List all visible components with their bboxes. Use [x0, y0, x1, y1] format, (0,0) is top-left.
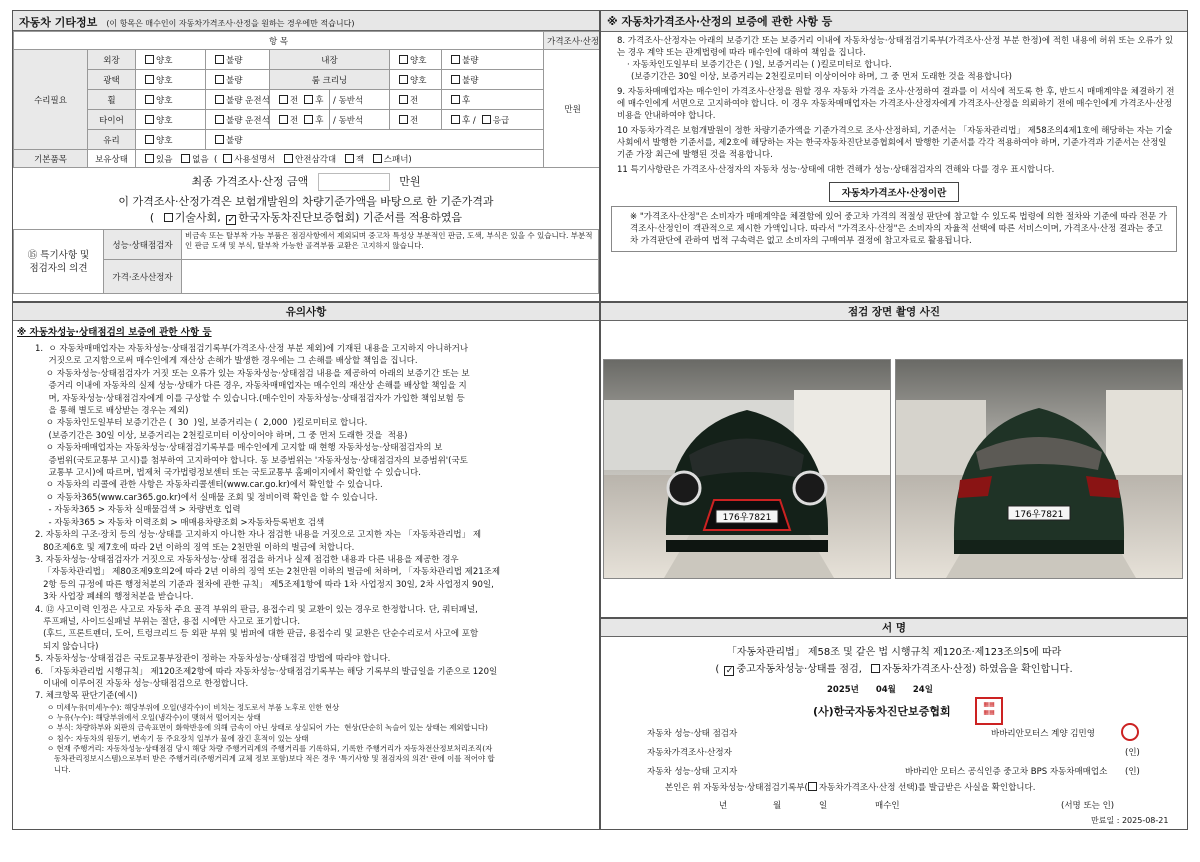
rear-label: 후	[462, 95, 471, 106]
repair-label: 수리필요	[14, 50, 88, 150]
notes-item: ㅇ 자동차성능·상태점검자가 거짓 또는 오류가 있는 자동차성능·상태점검 내용을 제공하여 아래의 보증기간 또는 보	[35, 368, 470, 379]
notes-item: ㅇ 자동차의 리콜에 관한 사항은 자동차리콜센터(www.car.go.kr)에서 확인할 수 있습니다.	[35, 480, 383, 491]
notes-item: 증범위(국토교통부 고시)를 첨부하여 고지하여야 합니다. 동 보증범위는 '자동차성능·상태점검자의 보증범위'(국토	[35, 455, 468, 466]
photo-section	[600, 302, 1188, 618]
hold-state-label: 보유상태	[88, 150, 136, 168]
checkbox[interactable]	[215, 55, 224, 64]
bad-label: 불량	[462, 75, 479, 86]
box-text: ※ "가격조사·산정"은 소비자가 매매계약을 체결함에 있어 중고차 가격의 적절성 판단에 참고할 수 있도록 법령에 의한 절차와 기준에 따라 전문 가격조사·산정인이 객관적으로 제시한 가액입니다. 따라서 "가격조사·산정"은 소비자의 자율적 선택에 따른 서비스이며, 가격조사·산정 결과는 중고차 가격판단에 관하여 법적 구속력은 없고 소비자의 구매여부 결정에 참고자료로 활용됩니다.	[611, 206, 1177, 252]
sign-year: 2025년	[827, 685, 859, 695]
checkbox[interactable]	[451, 115, 460, 124]
notes-item: 5. 자동차성능·상태점검은 국토교통부장관이 정하는 자동차성능·상태점검 방법에 따라야 합니다.	[35, 654, 391, 665]
rear-car-photo	[895, 359, 1183, 579]
basic-label: 기본품목	[14, 150, 88, 168]
sign-line2b: 자동차가격조사·산정) 하였음을 확인합니다.	[882, 664, 1073, 675]
rear-label: 후	[315, 115, 324, 126]
interior-label: 내장	[270, 50, 390, 70]
final-price-label: 최종 가격조사·산정 금액	[191, 175, 309, 188]
buyer-label: 매수인	[875, 801, 900, 811]
good-label: 양호	[156, 55, 173, 66]
seal-stamp: ▦▦ ▦▦	[975, 697, 1003, 725]
bad-label: 불량	[462, 55, 479, 66]
notes-item: (후드, 프론트펜더, 도어, 트렁크리드 등 외판 부위 및 범퍼에 대한 판금, 용접수리 및 교환은 단순수리로서 사고에 포함	[35, 629, 479, 640]
checkbox-checked-icon[interactable]: ✓	[725, 666, 734, 676]
final-price-input[interactable]	[318, 173, 390, 191]
checkbox[interactable]	[451, 95, 460, 104]
front-plate-text: 176우7821	[722, 513, 772, 523]
notes-item: 6. 「자동차관리법 시행규칙」 제120조제2항에 따라 자동차성능·상태점검기록부는 해당 기록부의 발급일을 기준으로 120일	[35, 666, 498, 677]
checkbox[interactable]	[345, 154, 354, 163]
notes-title: ※ 자동차성능·상태점검의 보증에 관한 사항 등	[17, 327, 212, 338]
notes-item: ㅇ 자동차인도일부터 보증기간은 ( 30 )일, 보증거리는 ( 2,000 )킬로미터로 합니다.	[35, 418, 368, 429]
notes-item: - 자동차365 > 자동차 이력조회 > 매매용차량조회 >자동차등록번호 검색	[35, 517, 325, 528]
notes-item: 루프패널, 사이드실패널 부위는 절단, 용접 시에만 사고로 표기합니다.	[35, 616, 301, 627]
notes-sub-item: ㅇ 부식: 차량하부와 외판의 금속표면이 화학반응에 의해 금속이 아닌 상태로 상실되어 가는 현상(단순히 녹슬어 있는 상태는 제외합니다)	[47, 723, 488, 733]
checkbox[interactable]	[145, 95, 154, 104]
good-label: 양호	[410, 75, 427, 86]
notes-sub-item: ㅇ 침수: 자동차의 원동기, 변속기 등 주요장치 일부가 물에 잠긴 흔적이 있는 상태	[47, 733, 309, 743]
bad-label: 불량	[226, 55, 243, 66]
checkbox[interactable]	[284, 154, 293, 163]
bad-label: 불량	[226, 95, 243, 106]
basis-opt1: 기술사회,	[174, 211, 221, 224]
checkbox[interactable]	[304, 95, 313, 104]
notes-item: 되지 않습니다)	[35, 641, 99, 652]
notes-item: (보증기간은 30일 이상, 보증거리는 2천킬로미터 이상이어야 하며, 그 중 먼저 도래한 것을 적용)	[35, 430, 408, 441]
passenger-seat-label: / 동반석	[330, 110, 390, 130]
notes-item: 거짓으로 고지함으로써 매수인에게 재산상 손해가 발생한 경우에는 그 손해를 배상할 책임을 집니다.	[35, 356, 418, 367]
para-9: 9. 자동차매매업자는 매수인이 가격조사·산정을 원할 경우 자동차 가격을 조사·산정하여 결과를 이 서식에 적도록 한 후, 반드시 매매계약을 체결하기 전에 매수인에게 서면으로 고지하여야 합니다. 이 경우 자동차매매업자는 가격조사·산정자에게 가격조사·산정을 의뢰하기 전에 매수인에게 가격조사·산정 비용을 안내하여야 합니다.	[617, 87, 1175, 121]
good-label: 양호	[156, 115, 173, 126]
checkbox[interactable]	[145, 55, 154, 64]
tire-label: 타이어	[88, 110, 136, 130]
checkbox[interactable]	[482, 115, 491, 124]
confirm-text-b: 자동차가격조사·산정 선택)를 발급받은 사실을 확인합니다.	[818, 783, 1036, 793]
checkbox[interactable]	[808, 782, 817, 791]
notes-item: 1. ㅇ 자동차매매업자는 자동차성능·상태점검기록부(가격조사·산정 부분 제외)에 기재된 내용을 고지하지 아니하거나	[35, 344, 469, 354]
good-label: 양호	[410, 55, 427, 66]
notes-item: 80조제6호 및 제7호에 따라 2년 이하의 징역 또는 2천만원 이하의 벌금에 처합니다.	[35, 542, 355, 553]
spanner-label: 스패너	[383, 154, 409, 165]
notifier-value: 바바리안 모터스 공식인증 중고차 BPS 자동차매매업소	[905, 767, 1108, 777]
checkbox[interactable]	[399, 115, 408, 124]
sign-month: 04월	[875, 685, 896, 695]
notes-section	[12, 302, 600, 830]
checkbox[interactable]	[223, 154, 232, 163]
final-price-unit: 만원	[399, 175, 421, 188]
checkbox[interactable]	[279, 115, 288, 124]
signature-section: 서 명 「자동차관리법」 제58조 및 같은 법 시행규칙 제120조·제123조의5에 따라 ( ✓ 중고자동차성능·상태를 점검, 자동차가격조사·산정) 하였음을 확인합니다. 2025년 04월 24일 (사)한국자동차진단보증협회 ▦▦ ▦▦ 자동차 성능·상태 점검자 바바리안모터스 계양 김민영 자동차가격조사·산정자 (인) 자동차 성능·상태 고지자 바바리안 모터스 공식인증 중고차 BPS 자동차매매업소 (인) 본인은 위 자동차성능·상태점검기록부( 자동차가격조사·산정 선택)를 발급받은 사실을 확인합니다. 년 월 일 매수인 (서명 또는 인) 만료일 : 2025-08-21	[600, 618, 1188, 830]
checkbox[interactable]	[399, 55, 408, 64]
notes-item: 「자동차관리법」 제80조제9호의2에 따라 2년 이하의 징역 또는 2천만원 이하의 벌금에 처하며, 「자동차관리법 제21조제	[35, 567, 501, 578]
col-price-header: 가격조사·산정	[544, 32, 600, 50]
date-year-label: 년	[719, 801, 728, 811]
passenger-seat-label: / 동반석	[330, 90, 390, 110]
special-table	[13, 229, 599, 294]
special-label: ⑮ 특기사항 및 점검자의 의견	[14, 230, 104, 294]
box-title: 자동차가격조사·산정이란	[829, 182, 960, 202]
sign-line1: 「자동차관리법」 제58조 및 같은 법 시행규칙 제120조·제123조의5에 따라	[726, 647, 1062, 658]
good-label: 양호	[156, 95, 173, 106]
sign-day: 24일	[912, 685, 933, 695]
checkbox[interactable]	[215, 95, 224, 104]
notes-sub-item: 동차관리정보시스템)으로부터 받은 주행거리(주행거리계 교체 정보 포함)보다 적은 경우 '특기사항 및 점검자의 의견' 란에 이를 적어야 합	[47, 754, 495, 764]
repair-table: 항 목 가격조사·산정 수리필요 외장 양호 불량 내장 양호 불량 만원 광택 양호 불량 룸 크리닝 양호 불량 휠 양호 불량 운전석 전 후 / 동반석 전 후 타이어 양호 불량 운전석 전 후 / 동반석 전 후 / 응급 유리 양호 불량 기본품목 보유상태 있음 없음 ( 사용설명서 안전삼각대 잭 스패너)	[13, 31, 600, 168]
rear-label: 후	[315, 95, 324, 106]
notes-header: 유의사항	[13, 303, 599, 321]
price-inspector-sign-label: 자동차가격조사·산정자	[647, 748, 732, 758]
jack-label: 잭	[355, 154, 365, 165]
checkbox[interactable]	[215, 115, 224, 124]
bad-label: 불량	[226, 135, 243, 146]
checkbox[interactable]	[145, 154, 154, 163]
perf-inspector-label: 성능·상태점검자	[104, 230, 182, 260]
room-clean-label: 룸 크리닝	[270, 70, 390, 90]
driver-seat-label: 운전석	[245, 95, 270, 106]
price-inspector-label: 가격·조사산정자	[104, 260, 182, 294]
checkbox[interactable]	[399, 75, 408, 84]
notes-item: 교통부 고시)에 따르며, 법제처 국가법령정보센터 또는 국토교통부 홈페이지에서 확인할 수 있습니다.	[35, 468, 421, 479]
date-day-label: 일	[819, 801, 828, 811]
notes-item: 며, 자동차성능·상태점검자에게 이를 구상할 수 있습니다.(매수인이 자동차성능·상태점검자가 가입한 책임보험 등	[35, 393, 465, 404]
price-unit: 만원	[544, 50, 600, 168]
notes-sub-item: 니다.	[47, 764, 71, 774]
front-label: 전	[410, 95, 419, 106]
para-11: 11 특기사항란은 가격조사·산정자의 자동차 성능·상태에 대한 견해가 성능·상태점검자의 견해와 다를 경우 표시합니다.	[617, 165, 1055, 175]
driver-seat-label: 운전석	[245, 115, 270, 126]
confirm-text-a: 본인은 위 자동차성능·상태점검기록부(	[665, 783, 808, 793]
para-8: 8. 가격조사·산정자는 아래의 보증기간 또는 보증거리 이내에 자동차성능·상태점검기록부(가격조사·산정 부분 한정)에 적힌 내용에 허위 또는 오류가 있는 경우 계약 또는 관계법령에 따라 매수인에 대하여 책임을 집니다.	[617, 36, 1174, 58]
notes-sub-item: ㅇ 현재 주행거리: 자동차성능·상태점검 당시 해당 차량 주행거리계의 주행거리를 기록하되, 기록한 주행거리가 자동차전산정보처리조직(자	[47, 743, 493, 753]
notes-item: 3. 자동차성능·상태점검자가 거짓으로 자동차성능·상태 점검을 하거나 실제 점검한 내용과 다른 내용을 제공한 경우	[35, 554, 459, 565]
checkbox[interactable]	[871, 664, 880, 673]
notes-item: ㅇ 자동차매매업자는 자동차성능·상태점검기록부를 매수인에게 고지할 때 현행 자동차성능·상태점검자의 보	[35, 443, 443, 454]
checkbox[interactable]	[279, 95, 288, 104]
photo-header: 점검 장면 촬영 사진	[601, 303, 1187, 321]
inspector-value: 바바리안모터스 계양 김민영	[991, 729, 1095, 739]
notes-item: 7. 체크항목 판단기준(예시)	[35, 691, 138, 702]
checkbox[interactable]	[215, 75, 224, 84]
glass-label: 유리	[88, 130, 136, 150]
notes-item: 2. 자동차의 구조·장치 등의 성능·상태를 고지하지 아니한 자나 점검한 내용을 거짓으로 고지한 자는 「자동차관리법」 제	[35, 530, 482, 541]
good-label: 양호	[156, 75, 173, 86]
exterior-label: 외장	[88, 50, 136, 70]
basis-line1: 이 가격조사·산정가격은 보험개발원의 차량기준가액을 바탕으로 한 기준가격과	[118, 195, 494, 208]
notes-item: 3차 사업장 폐쇄의 행정처분을 받습니다.	[35, 592, 194, 603]
bad-label: 불량	[226, 75, 243, 86]
sign-header: 서 명	[601, 619, 1187, 637]
notes-sub-item: ㅇ 누유(누수): 해당부위에서 오일(냉각수)이 맺혀서 떨어지는 상태	[47, 713, 261, 723]
para-8b: (보증기간은 30일 이상, 보증거리는 2천킬로미터 이상이어야 하며, 그 중 먼저 도래한 것을 적용합니다)	[631, 72, 1012, 82]
sign-org: (사)한국자동차진단보증협회	[813, 705, 951, 718]
section-subtitle: (이 항목은 매수인이 자동차가격조사·산정을 원하는 경우에만 적습니다)	[106, 19, 355, 28]
checkbox[interactable]	[451, 55, 460, 64]
checkbox[interactable]	[451, 75, 460, 84]
expiry-date: 만료일 : 2025-08-21	[1091, 816, 1169, 825]
checkbox-checked-icon[interactable]: ✓	[227, 215, 235, 225]
checkbox[interactable]	[145, 135, 154, 144]
front-label: 전	[290, 115, 299, 126]
notes-item: 을 통해 별도로 배상받는 경우는 제외)	[35, 406, 189, 417]
have-label: 있음	[156, 154, 173, 165]
checkbox[interactable]	[373, 154, 382, 163]
notes-item: ㅇ 자동차365(www.car365.go.kr)에서 실매물 조회 및 정비이력 확인을 할 수 있습니다.	[35, 492, 378, 503]
rear-plate-text: 176우7821	[1014, 510, 1064, 520]
none-label: 없음	[192, 154, 209, 165]
checkbox[interactable]	[145, 115, 154, 124]
wheel-label: 휠	[88, 90, 136, 110]
notes-item: - 자동차365 > 자동차 실매물검색 > 차량번호 입력	[35, 505, 241, 516]
inspector-seal	[1121, 723, 1139, 741]
date-month-label: 월	[773, 801, 782, 811]
notes-item: 이내에 이루어진 자동차 성능·상태점검으로 한정합니다.	[35, 678, 249, 689]
price-guarantee-title: ※ 자동차가격조사·산정의 보증에 관한 사항 등	[601, 11, 1187, 32]
manual-label: 사용설명서	[234, 154, 276, 165]
front-label: 전	[290, 95, 299, 106]
rear-label: 후	[462, 115, 471, 126]
basis-opt2: 한국자동차진단보증협회)	[238, 211, 360, 224]
front-car-photo	[603, 359, 891, 579]
notes-item: 증거리 이내에 자동차의 실제 성능·상태가 다른 경우, 자동차매매업자는 매수인의 재산상 손해를 배상할 책임을 지	[35, 381, 467, 392]
gloss-label: 광택	[88, 70, 136, 90]
para-10: 10 자동차가격은 보험개발원이 정한 차량기준가액을 기준가격으로 조사·산정하되, 기준서는 「자동차관리법」 제58조의4제1호에 해당하는 자는 기술사회에서 발행한 기준서를, 제2호에 해당하는 자는 한국자동차진단보증협회에서 발행한 기준서를 각각 적용하여야 하며, 기준가격과 기준서는 산정일 기준 가장 최근에 발행된 것을 적용합니다.	[617, 126, 1173, 160]
emergency-label: 응급	[492, 115, 510, 126]
price-opinion	[182, 260, 599, 294]
inspector-label: 자동차 성능·상태 점검자	[647, 729, 738, 739]
col-item-header: 항 목	[14, 32, 544, 50]
notes-item: 2항 등의 규정에 따른 행정처분의 기준과 절차에 관한 규칙」 제5조제1항에 따라 1차 사업정지 30일, 2차 사업정지 90일,	[35, 579, 494, 590]
section-title: 자동차 기타정보	[19, 16, 98, 29]
basis-line2-end: 기준서를 적용하였음	[362, 211, 463, 224]
checkbox[interactable]	[181, 154, 190, 163]
notifier-mark: (인)	[1125, 767, 1140, 777]
notes-list	[13, 341, 599, 703]
bad-label: 불량	[226, 115, 243, 126]
checkbox[interactable]	[145, 75, 154, 84]
checkbox-tech-society[interactable]	[164, 213, 173, 222]
notes-sub-item: ㅇ 미세누유(미세누수): 해당부위에 오일(냉각수)이 비치는 정도로서 부품 노후로 인한 현상	[47, 702, 340, 712]
notes-sub-list	[13, 703, 599, 775]
price-guarantee-section	[600, 10, 1188, 302]
price-inspector-mark: (인)	[1125, 748, 1140, 758]
notes-item: 4. ⑫ 사고이력 인정은 사고로 자동차 주요 골격 부위의 판금, 용접수리 및 교환이 있는 경우로 한정합니다. 단, 쿼터패널,	[35, 604, 478, 615]
sign-or-seal-label: (서명 또는 인)	[1061, 801, 1115, 811]
front-label: 전	[410, 115, 419, 126]
checkbox[interactable]	[215, 135, 224, 144]
other-info-section: 자동차 기타정보 (이 항목은 매수인이 자동차가격조사·산정을 원하는 경우에만 적습니다) 항 목 가격조사·산정 수리필요 외장 양호 불량 내장 양호 불량 만원 광택 양호 불량 룸 크리닝 양호 불량 휠 양호 불량 운전석 전 후 / 동반석 전 후 타이어 양호 불량 운전석 전 후 / 동반석 전 후 / 응급 유리 양호 불량 기본품목 보유상태 있음 없음 ( 사용설명서 안전삼각대 잭 스패너) 최종 가격조사·산정 금액 만원 이 가격조사·산정가격은 보험개발원의 차량기준가액을 바탕으로 한 기준가격과 ( 기술사회, ✓ 한국자동차진단보증협회) 기준서를 적용하였음 ⑮ 특기사항 및 점검자의 의견 성능·상태점검자 비금속 또는 탈부착 가능 부품은 점검사항에서 제외되며 중고차 특성상 부분적인 판금, 도색, 부식은 있을 수 있습니다. 부분적인 판금 도색 및 부식, 탈부착 가능한 골격부품 교환은 고지하지 않습니다. 가격·조사산정자	[12, 10, 600, 302]
para-8a: · 자동차인도일부터 보증기간은 ( )일, 보증거리는 ( )킬로미터로 합니다.	[627, 60, 892, 70]
checkbox[interactable]	[399, 95, 408, 104]
checkbox[interactable]	[304, 115, 313, 124]
triangle-label: 안전삼각대	[295, 154, 337, 165]
perf-opinion: 비금속 또는 탈부착 가능 부품은 점검사항에서 제외되며 중고차 특성상 부분적인 판금, 도색, 부식은 있을 수 있습니다. 부분적인 판금 도색 및 부식, 탈부착 가능한 골격부품 교환은 고지하지 않습니다.	[182, 230, 599, 260]
sign-line2a: 중고자동차성능·상태를 점검,	[736, 664, 862, 675]
good-label: 양호	[156, 135, 173, 146]
notifier-label: 자동차 성능·상태 고지자	[647, 767, 738, 777]
